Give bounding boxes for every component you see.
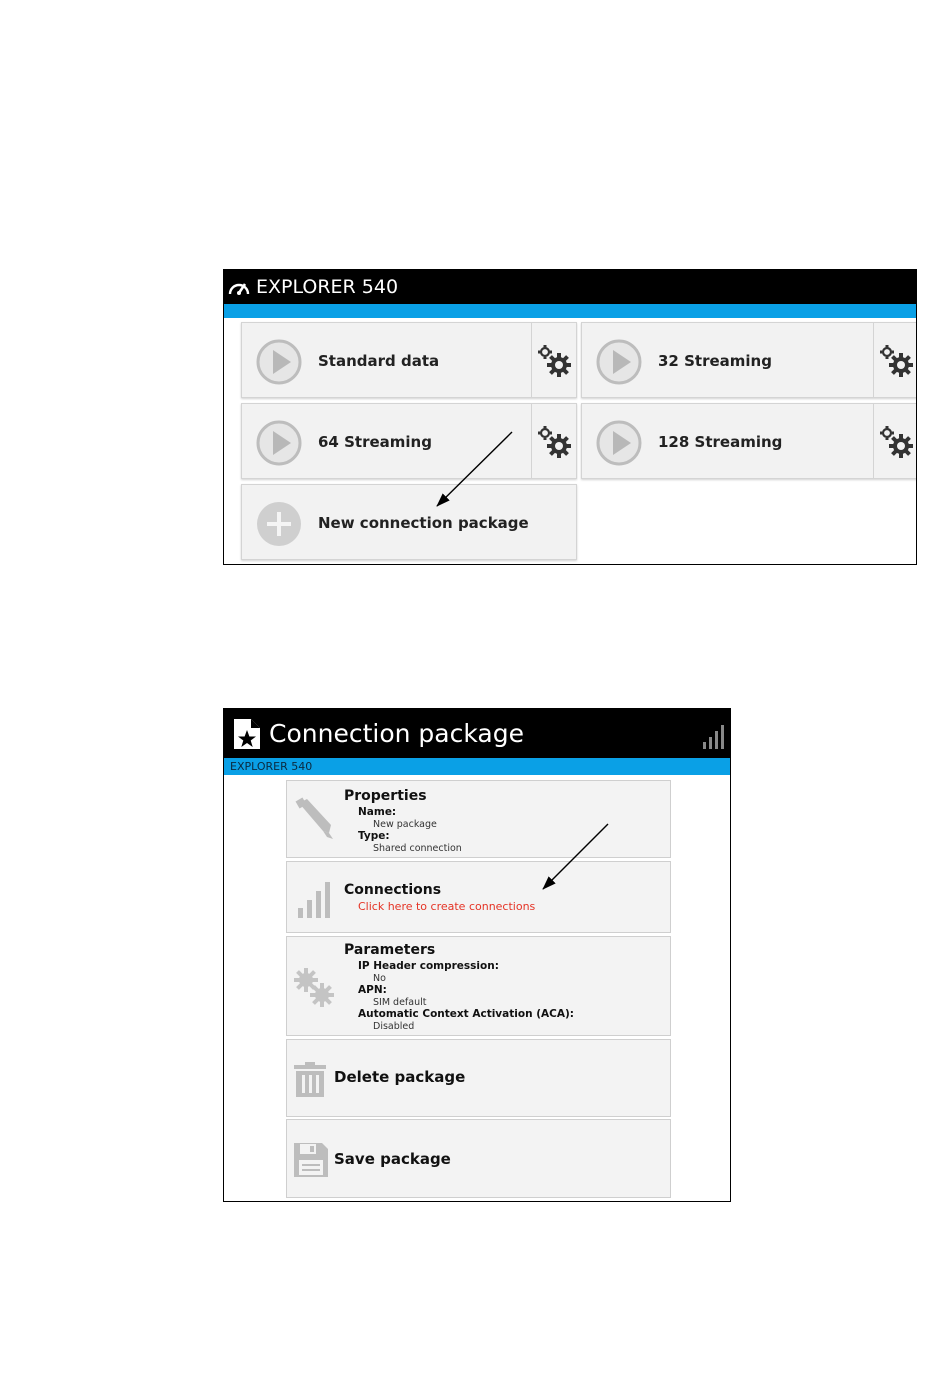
- name-label: Name:: [358, 806, 397, 818]
- annotation-arrow: [224, 709, 731, 1202]
- save-package-label: Save package: [334, 1150, 451, 1168]
- type-value: Shared connection: [373, 843, 462, 854]
- apn-value: SIM default: [373, 997, 427, 1008]
- type-label: Type:: [358, 830, 390, 842]
- tile-label: 64 Streaming: [318, 433, 432, 451]
- create-connections-link[interactable]: Click here to create connections: [358, 900, 536, 913]
- properties-title: Properties: [344, 788, 427, 804]
- ip-header-value: No: [373, 973, 386, 984]
- annotation-arrow: [224, 270, 917, 565]
- connection-package-screenshot: [223, 708, 731, 1202]
- aca-value: Disabled: [373, 1021, 415, 1032]
- tile-label: 128 Streaming: [658, 433, 783, 451]
- apn-label: APN:: [358, 984, 387, 996]
- device-name: EXPLORER 540: [230, 760, 313, 773]
- new-package-label: New connection package: [318, 514, 529, 532]
- name-value: New package: [373, 819, 437, 830]
- app-title: EXPLORER 540: [256, 276, 399, 298]
- tile-label: 32 Streaming: [658, 352, 772, 370]
- parameters-title: Parameters: [344, 942, 436, 958]
- aca-label: Automatic Context Activation (ACA):: [358, 1008, 574, 1020]
- page-title: Connection package: [269, 719, 524, 748]
- tile-label: Standard data: [318, 352, 440, 370]
- explorer-home-screenshot: [223, 269, 917, 565]
- ip-header-label: IP Header compression:: [358, 960, 499, 972]
- delete-package-label: Delete package: [334, 1068, 466, 1086]
- connections-title: Connections: [344, 882, 442, 898]
